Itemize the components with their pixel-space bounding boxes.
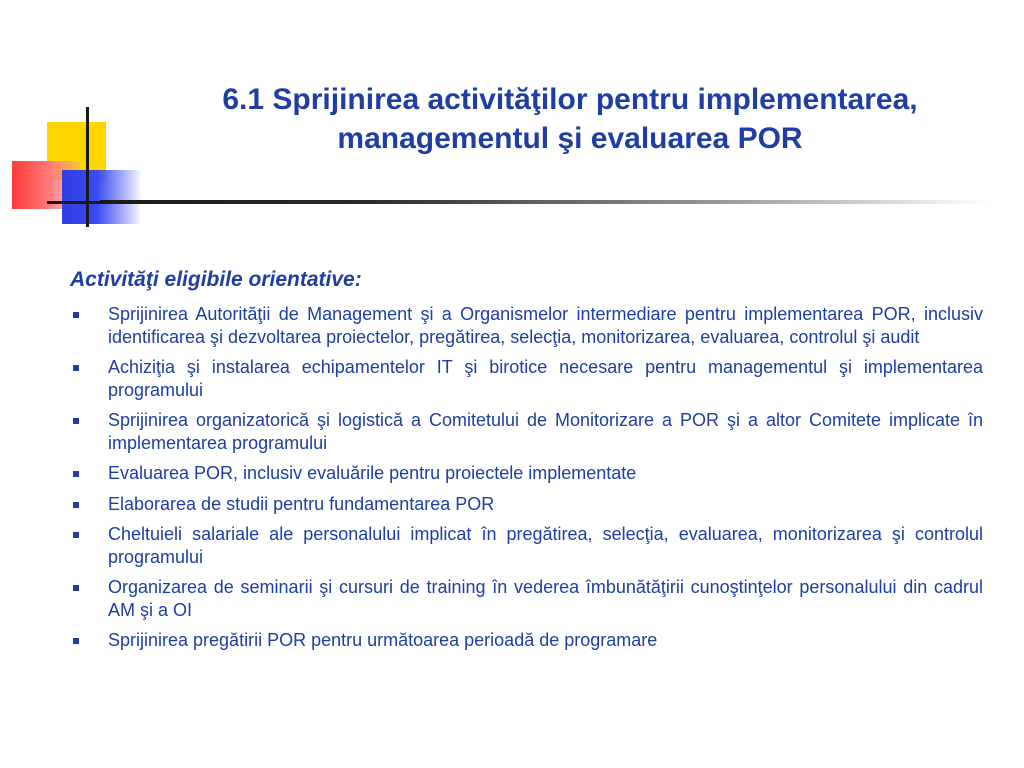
list-item-text: Organizarea de seminarii şi cursuri de training în vederea îmbunătăţirii cunoştinţelor personalului din cadrul AM şi a OI (108, 577, 983, 620)
square-bullet-icon (73, 471, 79, 477)
square-bullet-icon (73, 365, 79, 371)
bullet-list (70, 303, 983, 660)
slide-title-line-2: managementul şi evaluarea POR (337, 122, 803, 155)
square-bullet-icon (73, 312, 79, 318)
decorative-squares-logo (0, 0, 140, 230)
list-item (70, 356, 983, 401)
list-item (70, 462, 983, 485)
title-divider (100, 200, 990, 204)
square-bullet-icon (73, 638, 79, 644)
square-bullet-icon (73, 585, 79, 591)
list-item (70, 303, 983, 348)
list-item (70, 523, 983, 568)
section-subheading: Activităţi eligibile orientative: (70, 268, 362, 291)
list-item-text: Sprijinirea pregătirii POR pentru următoarea perioadă de programare (108, 630, 658, 650)
square-bullet-icon (73, 418, 79, 424)
list-item-text: Evaluarea POR, inclusiv evaluările pentru proiectele implementate (108, 463, 637, 483)
square-bullet-icon (73, 502, 79, 508)
list-item (70, 576, 983, 621)
slide-title-line-1: 6.1 Sprijinirea activităţilor pentru implementarea, (222, 83, 918, 116)
list-item-text: Achiziţia şi instalarea echipamentelor IT şi birotice necesare pentru managementul şi implementarea programului (108, 357, 983, 400)
list-item (70, 409, 983, 454)
list-item-text: Sprijinirea organizatorică şi logistică a Comitetului de Monitorizare a POR şi a altor Comitete implicate în implementarea programului (108, 410, 983, 453)
list-item-text: Elaborarea de studii pentru fundamentarea POR (108, 493, 495, 514)
blue-square (62, 170, 140, 224)
logo-vertical-line (86, 107, 89, 227)
list-item (70, 629, 983, 652)
list-item-text: Cheltuieli salariale ale personalului implicat în pregătirea, selecţia, evaluarea, monitorizarea şi controlul programului (108, 524, 983, 567)
slide-title (130, 80, 1010, 158)
list-item-text: Sprijinirea Autorităţii de Management şi a Organismelor intermediare pentru implementarea POR, inclusiv identificarea şi dezvoltarea proiectelor, pregătirea, selecţia, monitorizarea, evaluarea, controlul şi audit (108, 304, 983, 347)
list-item (70, 493, 983, 516)
square-bullet-icon (73, 532, 79, 538)
